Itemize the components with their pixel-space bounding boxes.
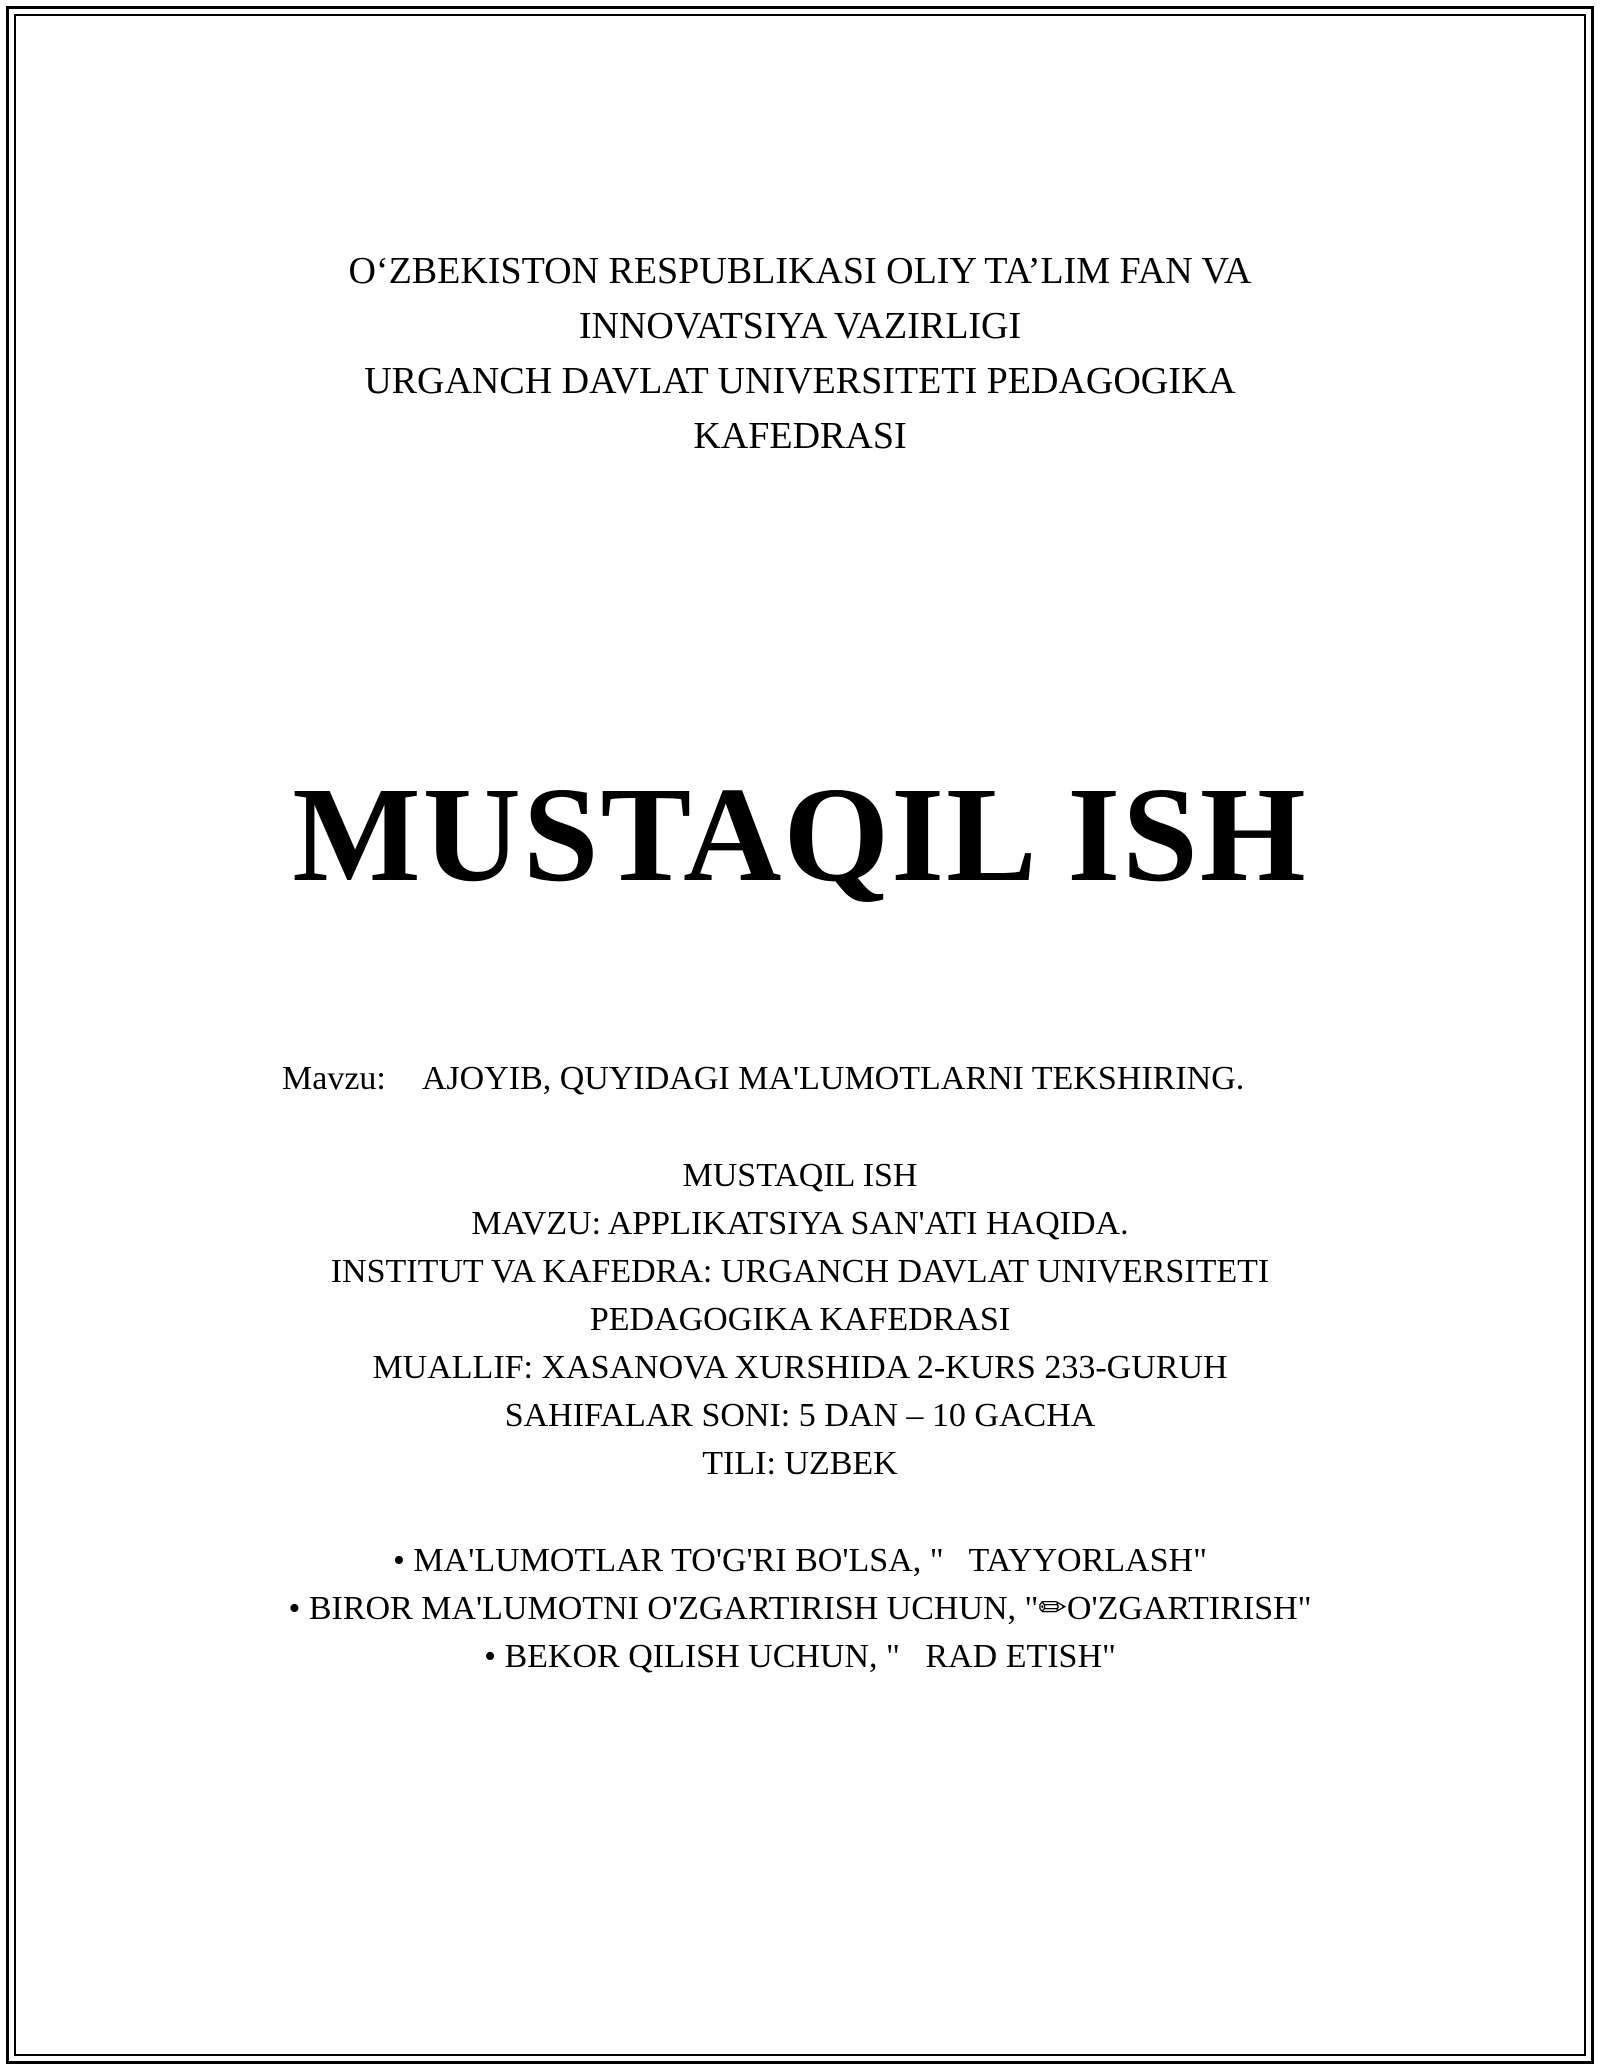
option-cancel: • BEKOR QILISH UCHUN, " RAD ETISH" [484,1638,1116,1675]
details-subject: MAVZU: APPLIKATSIYA SAN'ATI HAQIDA. [471,1205,1129,1242]
details-pages: SAHIFALAR SONI: 5 DAN – 10 GACHA [504,1397,1096,1434]
topic-label: Mavzu: [282,1060,386,1097]
details-institute-line-1: INSTITUT VA KAFEDRA: URGANCH DAVLAT UNIVERSITETI [330,1253,1270,1290]
options-list [0,1537,1600,1681]
details-language: TILI: UZBEK [702,1445,898,1482]
option-confirm: • MA'LUMOTLAR TO'G'RI BO'LSA, " TAYYORLASH" [393,1542,1207,1579]
details-author: MUALLIF: XASANOVA XURSHIDA 2-KURS 233-GURUH [372,1349,1228,1386]
document-title: MUSTAQIL ISH [292,760,1308,910]
option-edit: • BIROR MA'LUMOTNI O'ZGARTIRISH UCHUN, "✏O'ZGARTIRISH" [288,1590,1312,1627]
header-line-3: URGANCH DAVLAT UNIVERSITETI PEDAGOGIKA [364,360,1236,402]
header-line-2: INNOVATSIYA VAZIRLIGI [578,305,1022,347]
work-details [0,1152,1600,1488]
details-heading: MUSTAQIL ISH [682,1157,918,1194]
topic-line [282,1055,1244,1103]
details-institute-line-2: PEDAGOGIKA KAFEDRASI [589,1301,1011,1338]
ministry-header [0,244,1600,464]
topic-value: AJOYIB, QUYIDAGI MA'LUMOTLARNI TEKSHIRING. [421,1060,1245,1097]
header-line-1: O‘ZBEKISTON RESPUBLIKASI OLIY TA’LIM FAN VA [348,250,1252,292]
header-line-4: KAFEDRASI [693,415,907,457]
